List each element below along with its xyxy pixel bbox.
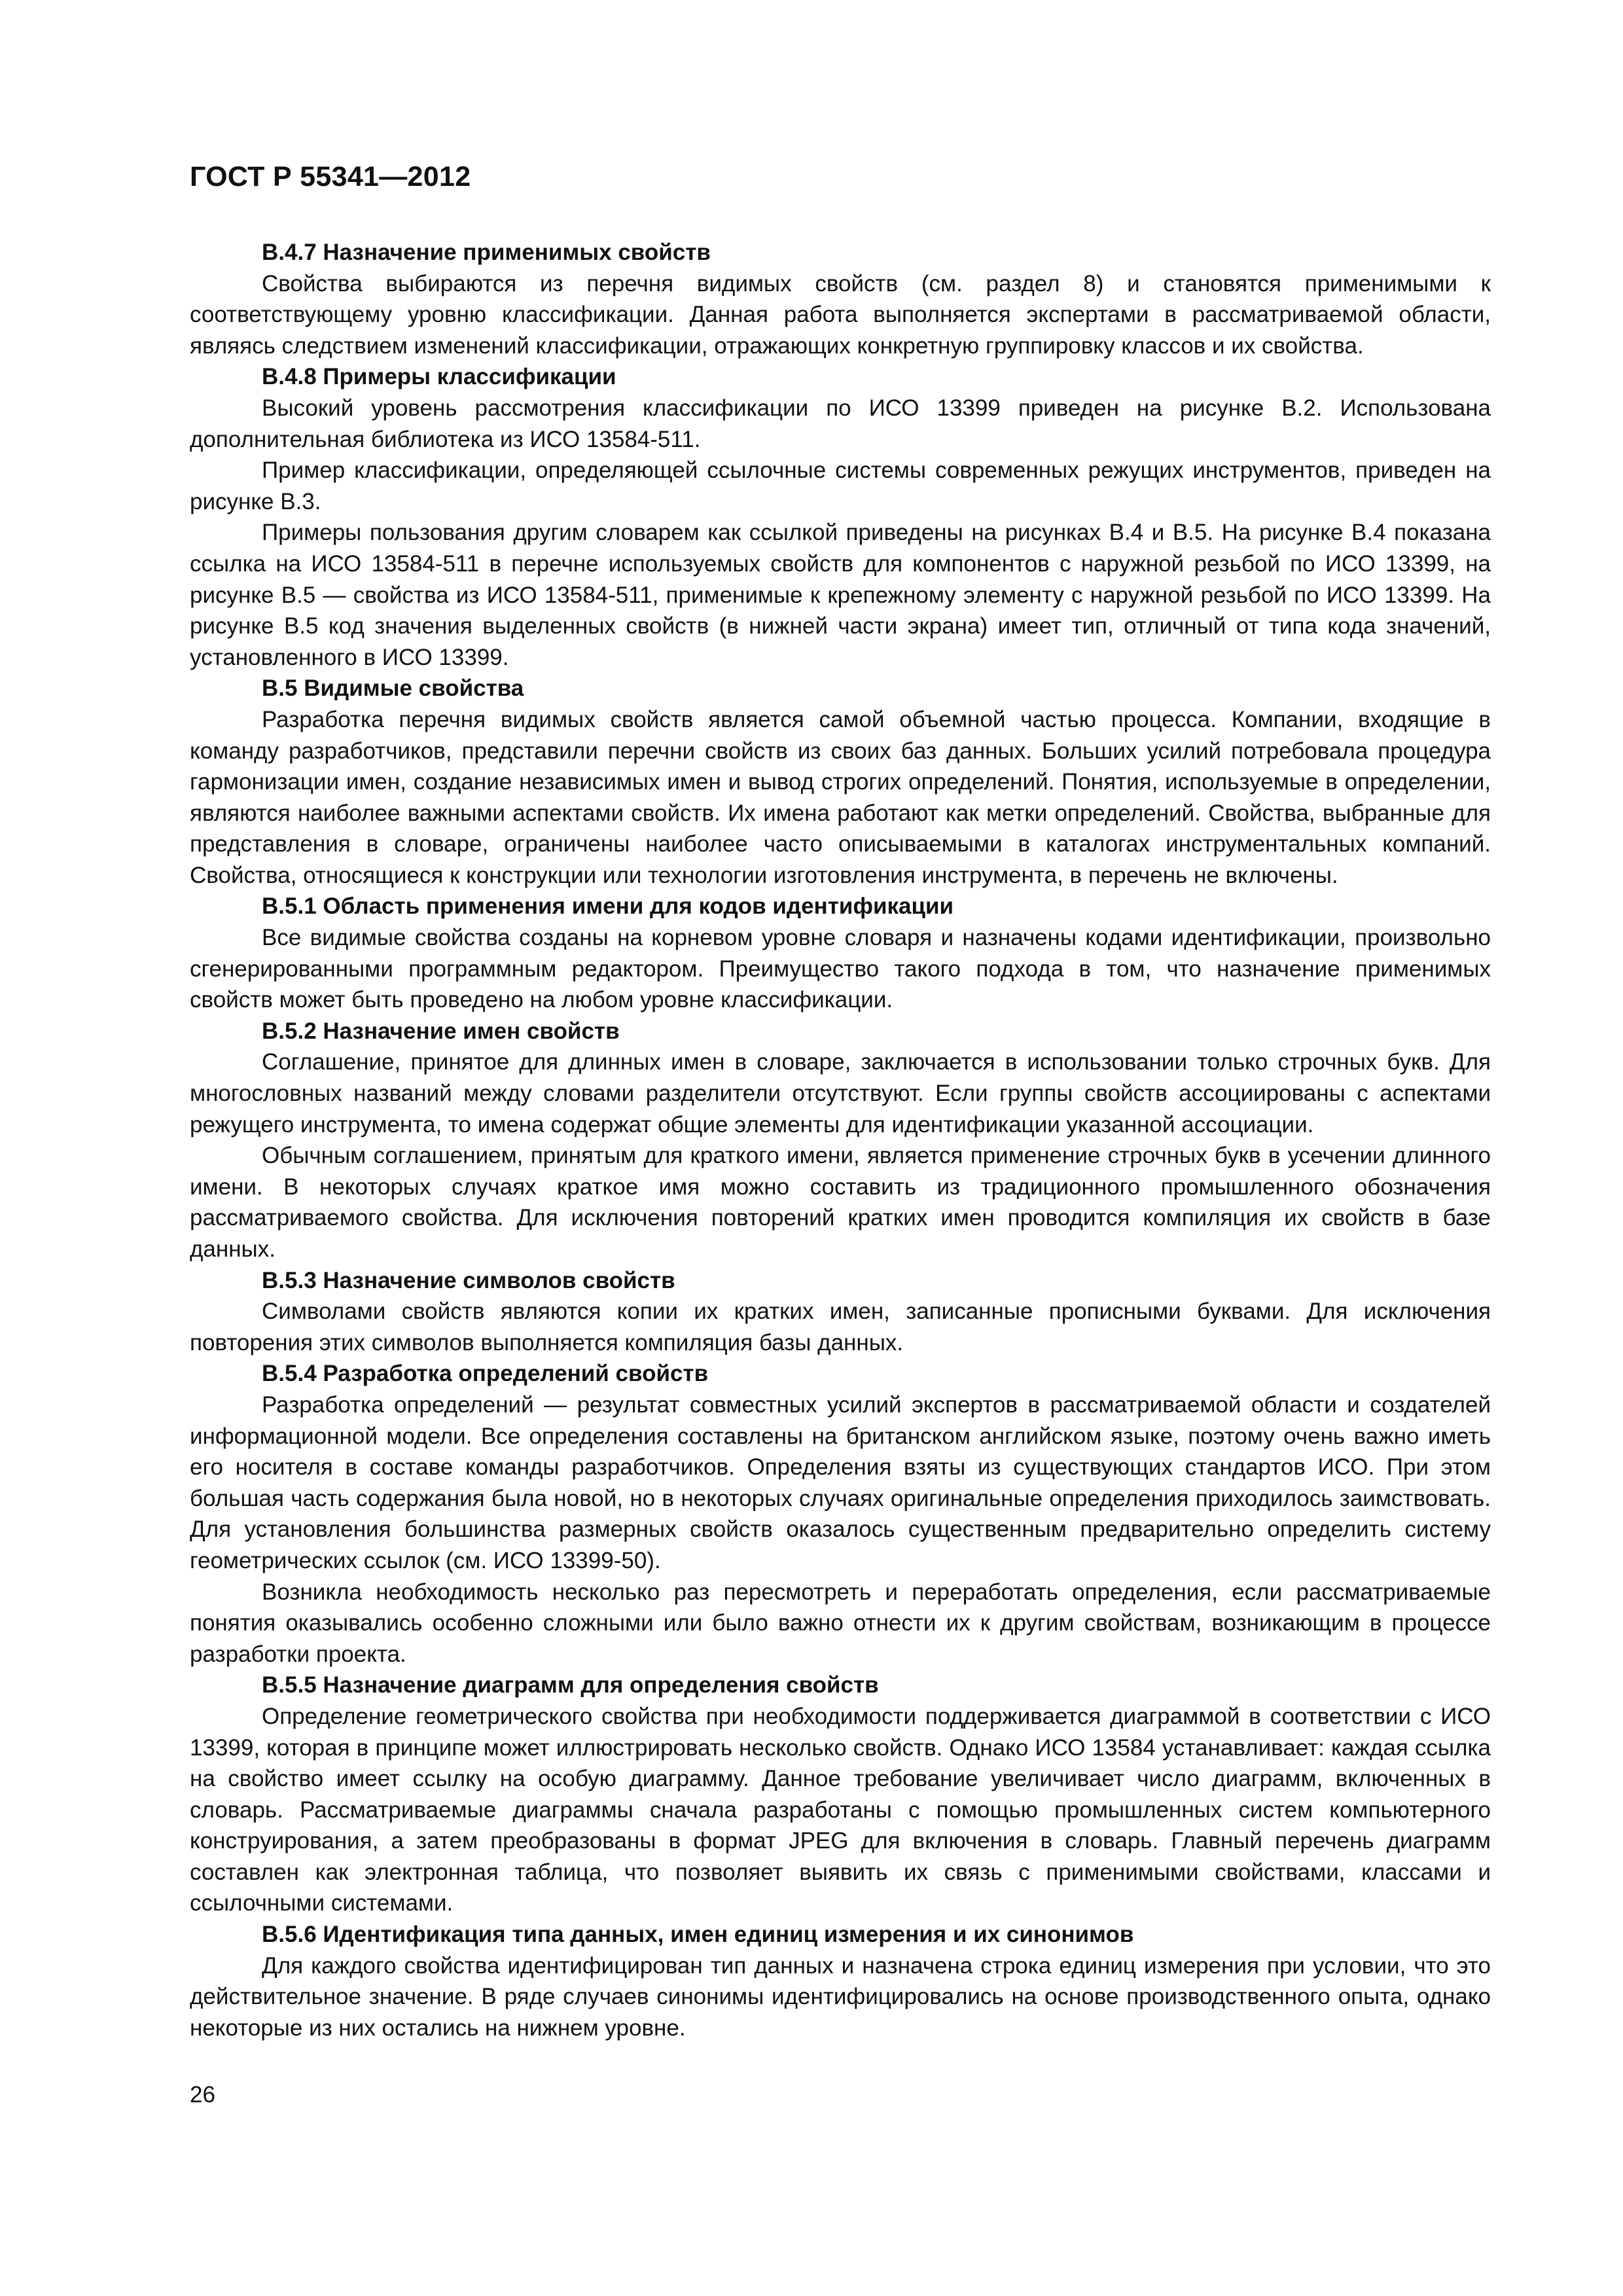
section-heading: В.4.8 Примеры классификации <box>262 364 616 390</box>
paragraph: Высокий уровень рассмотрения классификации по ИСО 13399 приведен на рисунке В.2. Использована дополнительная библиотека из ИСО 13584-511. <box>190 395 1491 452</box>
section-heading: В.5.5 Назначение диаграмм для определения свойств <box>262 1672 879 1698</box>
section-heading: В.5.2 Назначение имен свойств <box>262 1018 620 1044</box>
section-heading: В.4.7 Назначение применимых свойств <box>262 240 711 265</box>
paragraph: Определение геометрического свойства при необходимости поддерживается диаграммой в соответствии с ИСО 13399, которая в принципе может иллюстрировать несколько свойств. Однако ИСО 13584 устанавливает: каждая ссылка на свойство имеет ссылку на особую диаграмму. Данное требование увеличивает число диаграмм, включенных в словарь. Рассматриваемые диаграммы сначала разработаны с помощью промышленных систем компьютерного конструирования, а затем преобразованы в формат JPEG для включения в словарь. Главный перечень диаграмм составлен как электронная таблица, что позволяет выявить их связь с применимыми свойствами, классами и ссылочными системами. <box>190 1703 1491 1916</box>
paragraph: Для каждого свойства идентифицирован тип данных и назначена строка единиц измерения при условии, что это действительное значение. В ряде случаев синонимы идентифицировались на основе производственного опыта, однако некоторые из них остались на нижнем уровне. <box>190 1952 1491 2041</box>
paragraph: Разработка перечня видимых свойств является самой объемной частью процесса. Компании, входящие в команду разработчиков, представили перечни свойств из своих баз данных. Больших усилий потребовала процедура гармонизации имен, создание независимых имен и вывод строгих определений. Понятия, используемые в определении, являются наиболее важными аспектами свойств. Их имена работают как метки определений. Свойства, выбранные для представления в словаре, ограничены наиболее часто описываемыми в каталогах инструментальных компаний. Свойства, относящиеся к конструкции или технологии изготовления инструмента, в перечень не включены. <box>190 706 1491 888</box>
paragraph: Пример классификации, определяющей ссылочные системы современных режущих инструментов, приведен на рисунке В.3. <box>190 457 1491 514</box>
paragraph: Соглашение, принятое для длинных имен в словаре, заключается в использовании только строчных букв. Для многословных названий между словами разделители отсутствуют. Если группы свойств ассоциированы с аспектами режущего инструмента, то имена содержат общие элементы для идентификации указанной ассоциации. <box>190 1049 1491 1138</box>
paragraph: Символами свойств являются копии их кратких имен, записанные прописными буквами. Для исключения повторения этих символов выполняется компиляция базы данных. <box>190 1299 1491 1355</box>
paragraph: Все видимые свойства созданы на корневом уровне словаря и назначены кодами идентификации, произвольно сгенерированными программным редактором. Преимущество такого подхода в том, что назначение применимых свойств может быть проведено на любом уровне классификации. <box>190 925 1491 1013</box>
document-body <box>190 237 1491 2043</box>
paragraph: Обычным соглашением, принятым для краткого имени, является применение строчных букв в усечении длинного имени. В некоторых случаях краткое имя можно составить из традиционного промышленного обозначения рассматриваемого свойства. Для исключения повторений кратких имен проводится компиляция их свойств в базе данных. <box>190 1143 1491 1262</box>
section-heading: В.5.1 Область применения имени для кодов идентификации <box>262 893 954 920</box>
section-heading: В.5.4 Разработка определений свойств <box>262 1361 709 1387</box>
paragraph: Разработка определений — результат совместных усилий экспертов в рассматриваемой области и создателей информационной модели. Все определения составлены на британском английском языке, поэтому очень важно иметь его носителя в составе команды разработчиков. Определения взяты из существующих стандартов ИСО. При этом большая часть содержания была новой, но в некоторых случаях оригинальные определения приходилось заимствовать. Для установления большинства размерных свойств оказалось существенным предварительно определить систему геометрических ссылок (см. ИСО 13399-50). <box>190 1391 1491 1573</box>
section-heading: В.5.6 Идентификация типа данных, имен единиц измерения и их синонимов <box>262 1922 1134 1948</box>
page-number: 26 <box>190 2082 215 2108</box>
paragraph: Примеры пользования другим словарем как ссылкой приведены на рисунках В.4 и В.5. На рисунке В.4 показана ссылка на ИСО 13584-511 в перечне используемых свойств для компонентов с наружной резьбой по ИСО 13399, на рисунке В.5 — свойства из ИСО 13584-511, применимые к крепежному элементу с наружной резьбой по ИСО 13399. На рисунке В.5 код значения выделенных свойств (в нижней части экрана) имеет тип, отличный от типа кода значений, установленного в ИСО 13399. <box>190 520 1491 670</box>
paragraph: Свойства выбираются из перечня видимых свойств (см. раздел 8) и становятся применимыми к соответствующему уровню классификации. Данная работа выполняется экспертами в рассматриваемой области, являясь следствием изменений классификации, отражающих конкретную группировку классов и их свойства. <box>190 270 1491 359</box>
document-header: ГОСТ Р 55341—2012 <box>190 161 471 192</box>
section-heading: В.5 Видимые свойства <box>262 675 524 702</box>
paragraph: Возникла необходимость несколько раз пересмотреть и переработать определения, если рассматриваемые понятия оказывались особенно сложными или было важно отнести их к другим свойствам, возникающим в процессе разработки проекта. <box>190 1579 1491 1667</box>
section-heading: В.5.3 Назначение символов свойств <box>262 1267 675 1293</box>
